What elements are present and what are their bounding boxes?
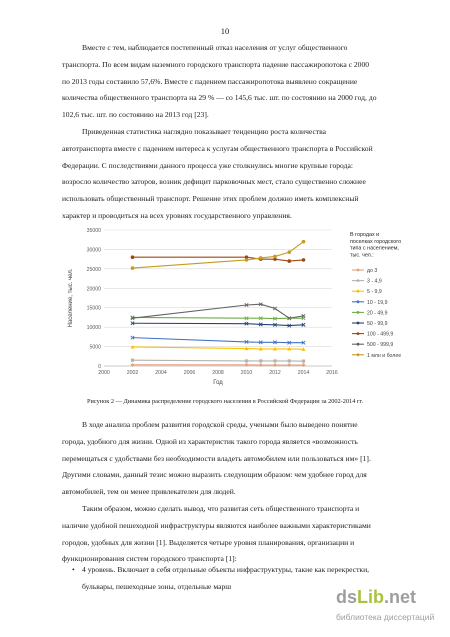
series-line — [133, 257, 304, 261]
legend-entry: 10 - 19,9 — [367, 299, 388, 306]
paragraph-line: В ходе анализа проблем развития городской среды, учеными было выведено понятие — [82, 420, 358, 429]
y-tick-label: 5000 — [89, 344, 101, 351]
series-line — [133, 338, 304, 343]
legend-marker — [357, 343, 360, 346]
y-tick-label: 10000 — [86, 325, 101, 332]
x-tick-label: 2008 — [212, 370, 224, 376]
data-point — [302, 240, 306, 244]
paragraph-3 — [62, 417, 430, 501]
bullet-line-2: бульвары, пешеходные зоны, отдельные марш — [82, 582, 232, 591]
paragraph-line: Приведенная статистика наглядно показывает тенденцию роста количества — [82, 127, 326, 136]
legend-marker — [357, 279, 360, 282]
x-tick-label: 2002 — [126, 370, 139, 376]
paragraph-line: Вместе с тем, наблюдается постепенный отказ населения от услуг общественного — [82, 43, 348, 52]
paragraph-line: автомобилей, тем он менее привлекателен для людей. — [62, 487, 236, 497]
legend-marker — [357, 332, 360, 335]
paragraph-line: города, удобного для жизни. Одной из характеристик такого города является «возможность — [62, 436, 358, 446]
population-line-chart — [62, 222, 402, 392]
data-point — [288, 359, 291, 362]
legend-entry: 100 - 499,9 — [367, 331, 394, 338]
paragraph-line: характер и проводиться на всех уровнях государственного управления. — [62, 210, 292, 220]
watermark-subtitle: библиотека диссертаций — [336, 612, 435, 622]
legend-entry: до 3 — [367, 268, 378, 274]
y-tick-label: 35000 — [86, 228, 101, 234]
legend-marker — [357, 300, 360, 303]
watermark-logo: dsLib.net — [336, 587, 417, 607]
series-line — [133, 304, 304, 318]
page-number: 10 — [220, 26, 230, 36]
legend-entry: 1 млн и более — [367, 352, 402, 359]
paragraph-2 — [62, 124, 430, 225]
data-point — [259, 363, 263, 367]
series-line — [133, 360, 304, 361]
legend-marker — [357, 269, 360, 272]
paragraph-line: наличие удобной пешеходной инфраструктуры являются наиболее важными характеристиками — [62, 520, 371, 530]
legend-entry: 3 - 4,9 — [367, 278, 382, 285]
x-tick-label: 2014 — [297, 370, 310, 376]
data-point — [131, 255, 135, 259]
paragraph-line: автотранспорта вместе с падением интереса к услугам общественного транспорта в Российской — [62, 143, 373, 153]
y-tick-label: 15000 — [86, 305, 101, 312]
paragraph-line: Федерации. С последствиями данного процесса уже столкнулись многие крупные города: — [62, 160, 353, 170]
x-tick-label: 2012 — [269, 370, 281, 376]
paragraph-line: возросло количество заторов, возник дефицит парковочных мест, стало существенно сложнее — [62, 177, 366, 187]
x-tick-label: 2004 — [155, 370, 167, 376]
paragraph-line: 102,6 тыс. шт. по состоянию на 2013 год [23]. — [62, 110, 209, 120]
data-point — [287, 363, 291, 367]
paragraph-1 — [62, 40, 430, 124]
series-line — [133, 242, 304, 268]
data-point — [273, 363, 277, 367]
data-point — [302, 363, 306, 367]
paragraph-line: Другими словами, данный тезис можно выразить следующим образом: чем удобнее город для — [62, 470, 367, 480]
data-point — [245, 359, 248, 362]
data-point — [259, 256, 263, 260]
data-point — [273, 359, 276, 362]
x-tick-label: 2016 — [326, 370, 338, 376]
paragraph-4 — [62, 501, 430, 568]
x-tick-label: 2000 — [98, 370, 110, 376]
data-point — [259, 359, 262, 362]
data-point — [245, 258, 249, 262]
paragraph-line: количества общественного транспорта на 29 % — со 145,6 тыс. шт. по состоянию на 2000 год, до — [62, 93, 377, 103]
data-point — [287, 259, 291, 263]
paragraph-line: транспорта. По всем видам наземного городского транспорта падение пассажиропотока с 2000 — [62, 59, 370, 69]
series-line — [133, 317, 304, 318]
series-line — [133, 323, 304, 325]
legend-marker — [357, 322, 360, 325]
legend-marker — [357, 353, 360, 356]
bullet-line-1: 4 уровень. Включает в себя отдельные объекты инфраструктуры, такие как перекрестки, — [82, 565, 370, 574]
data-point — [273, 255, 277, 259]
y-tick-label: 30000 — [86, 247, 101, 254]
legend-title: В городах и поселках городского типа с населением, тыс. чел.: — [350, 232, 402, 259]
figure-caption: Рисунок 2 — Динамика распределение городского населения в Российской Федерации за 2002-2014 гг. — [87, 398, 363, 405]
data-point — [131, 359, 134, 362]
series-line — [133, 347, 304, 349]
paragraph-line: использовать общественный транспорт. Решение этих проблем должно иметь комплексный — [62, 194, 359, 204]
x-tick-label: 2006 — [183, 370, 196, 376]
data-point — [302, 258, 306, 262]
data-point — [131, 266, 135, 270]
y-tick-label: 0 — [98, 364, 101, 370]
legend-entry: 50 - 99,9 — [367, 321, 388, 327]
paragraph-line: по 2013 годы составило 57,6%. Вместе с падением пассажиропотока выявлено сокращение — [62, 76, 358, 86]
paragraph-line: Таким образом, можно сделать вывод, что развитая сеть общественного транспорта и — [82, 504, 360, 513]
bullet-icon: • — [72, 565, 75, 574]
y-tick-label: 25000 — [86, 266, 101, 273]
data-point — [302, 360, 305, 363]
y-tick-label: 20000 — [86, 286, 101, 293]
watermark — [334, 587, 442, 629]
legend-marker — [357, 311, 360, 314]
legend-entry: 500 - 999,9 — [367, 342, 394, 349]
data-point — [287, 250, 291, 254]
x-axis-label: Год — [213, 380, 223, 386]
y-axis-label: Население, тыс. чел. — [68, 268, 74, 328]
paragraph-line: перемещаться с удобствами без необходимости владеть автомобилем или пользоваться им» [1]. — [62, 453, 371, 463]
paragraph-line: городов, удобных для жизни [1]. Выделяется четыре уровня планирования, организации и — [62, 537, 355, 547]
legend-entry: 20 - 49,9 — [367, 310, 388, 317]
paragraph-line: функционирования систем городского транспорта [1]: — [62, 554, 237, 564]
x-tick-label: 2010 — [240, 370, 253, 376]
legend-entry: 5 - 9,9 — [367, 289, 382, 296]
legend-marker — [357, 290, 360, 293]
